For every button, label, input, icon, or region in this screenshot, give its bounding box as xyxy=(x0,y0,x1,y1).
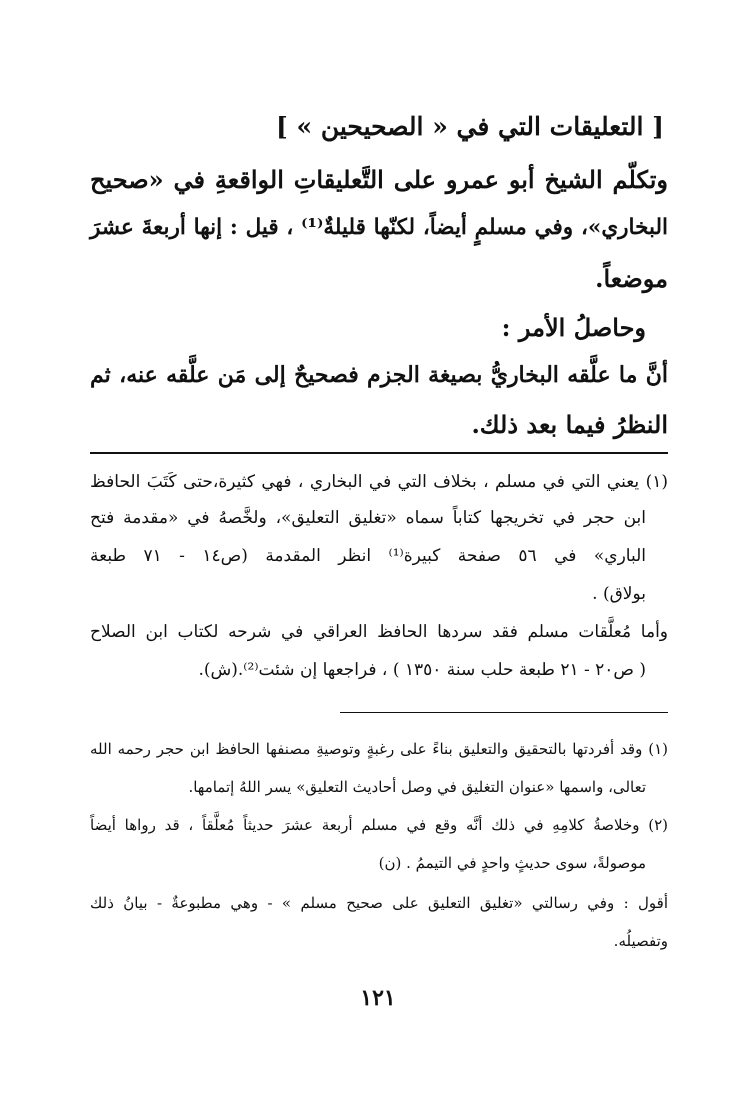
footnote-separator-2 xyxy=(340,712,668,713)
section-heading: [ التعليقات التي في « الصحيحين » ] xyxy=(276,112,664,141)
footnote-separator-1 xyxy=(90,452,668,454)
body-line-3: موضعاً. xyxy=(595,264,668,293)
footnote-2-line-1: (١) وقد أفردتها بالتحقيق والتعليق بناءً على رغبةٍ وتوصيةِ مصنفها الحافظ ابن حجر رحمه الله xyxy=(90,740,668,758)
footnote-2-line-4: موصولةً، سوى حديثٍ واحدٍ في التيممُ . (ن) xyxy=(378,854,646,872)
body-line-6: النظرُ فيما بعد ذلك. xyxy=(471,410,668,439)
body-line-2: البخاري»، وفي مسلمٍ أيضاً، لكنّها قليلةٌ⁽¹⁾ ، قيل : إنها أربعةَ عشرَ xyxy=(90,215,668,240)
footnote-2-line-6: وتفصيلُه. xyxy=(613,932,668,950)
body-line-5: أنَّ ما علَّقه البخاريُّ بصيغة الجزم فصحيحٌ إلى مَن علَّقه عنه، ثم xyxy=(90,362,668,388)
footnote-1-line-2: ابن حجر في تخريجها كتاباً سماه «تغليق التعليق»، ولخَّصهُ في «مقدمة فتح xyxy=(90,508,646,528)
footnote-2-line-3: (٢) وخلاصةُ كلامِهِ في ذلك أنَّه وقع في مسلم أربعة عشرَ حديثاً مُعلَّقاً ، قد رواها أيضاً xyxy=(90,816,668,834)
footnote-2-line-5: أقول : وفي رسالتي «تغليق التعليق على صحيح مسلم » - وهي مطبوعةٌ - بيانُ ذلك xyxy=(90,894,668,912)
footnote-2-line-2: تعالى، واسمها «عنوان التغليق في وصل أحاديث التعليق» يسر اللهُ إتمامها. xyxy=(188,778,646,796)
footnote-1-line-5: وأما مُعلَّقات مسلم فقد سردها الحافظ العراقي في شرحه لكتاب ابن الصلاح xyxy=(90,622,668,642)
body-line-1: وتكلّم الشيخ أبو عمرو على التَّعليقاتِ الواقعةِ في «صحيح xyxy=(90,165,668,194)
footnote-1-line-4: بولاق) . xyxy=(592,584,646,604)
footnote-1-line-1: (١) يعني التي في مسلم ، بخلاف التي في البخاري ، فهي كثيرة،حتى كَتَبَ الحافظ xyxy=(90,472,668,492)
body-line-4: وحاصلُ الأمر : xyxy=(501,313,646,342)
footnote-1-line-6: ( ص٢٠ - ٢١ طبعة حلب سنة ١٣٥٠ ) ، فراجعها إن شئت⁽²⁾.(ش). xyxy=(198,660,646,680)
footnote-1-line-3: الباري» في ٥٦ صفحة كبيرة⁽¹⁾ انظر المقدمة (ص١٤ - ٧١ طبعة xyxy=(90,546,647,566)
page-number: ١٢١ xyxy=(360,985,396,1011)
